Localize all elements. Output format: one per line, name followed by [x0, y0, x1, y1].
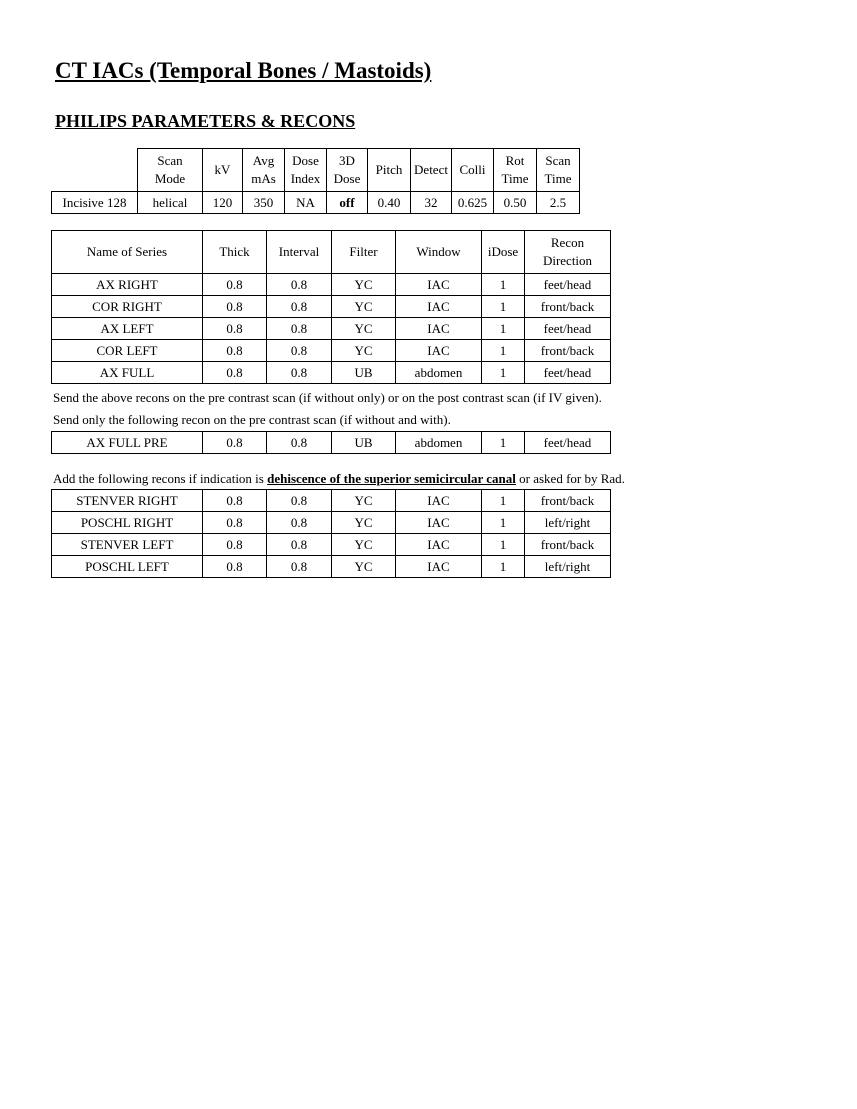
note-send-above: Send the above recons on the pre contrast scan (if without only) or on the post contrast scan (if IV given).: [53, 390, 602, 405]
table-cell: 0.8: [267, 274, 332, 296]
table-cell: 0.8: [267, 432, 332, 454]
table-cell: POSCHL RIGHT: [52, 512, 203, 534]
table-cell: IAC: [396, 490, 482, 512]
table-cell: 0.8: [203, 274, 267, 296]
table-cell: 0.8: [267, 512, 332, 534]
table-cell: 0.8: [203, 296, 267, 318]
table-cell: left/right: [525, 556, 611, 578]
page-title: CT IACs (Temporal Bones / Mastoids): [55, 58, 432, 83]
table-row: [52, 556, 611, 578]
3d-dose-value: off: [327, 192, 368, 214]
table-cell: 0.8: [267, 340, 332, 362]
table-cell: UB: [332, 432, 396, 454]
header-cell: Colli: [452, 149, 494, 192]
table-cell: front/back: [525, 340, 611, 362]
table-cell: UB: [332, 362, 396, 384]
table-cell: feet/head: [525, 274, 611, 296]
table-cell: YC: [332, 318, 396, 340]
table-cell: 0.8: [267, 296, 332, 318]
table-cell: IAC: [396, 274, 482, 296]
scan-parameters-table: [51, 148, 580, 214]
table-cell: front/back: [525, 534, 611, 556]
table-cell: left/right: [525, 512, 611, 534]
table-cell: IAC: [396, 296, 482, 318]
table-cell: YC: [332, 534, 396, 556]
note-add-prefix: Add the following recons if indication is: [53, 471, 268, 486]
additional-recons-table: [51, 489, 611, 578]
table-cell: 1: [482, 274, 525, 296]
table-cell: 1: [482, 556, 525, 578]
header-cell: Pitch: [368, 149, 411, 192]
table-cell: 1: [482, 534, 525, 556]
table-cell: abdomen: [396, 362, 482, 384]
section-title: PHILIPS PARAMETERS & RECONS: [55, 111, 356, 131]
kv-value: 120: [203, 192, 243, 214]
table-cell: IAC: [396, 534, 482, 556]
rot-time-value: 0.50: [494, 192, 537, 214]
header-cell: kV: [203, 149, 243, 192]
table-cell: YC: [332, 296, 396, 318]
header-cell: Window: [396, 231, 482, 274]
table-cell: front/back: [525, 296, 611, 318]
table-cell: 0.8: [203, 556, 267, 578]
table-cell: STENVER RIGHT: [52, 490, 203, 512]
table-cell: COR LEFT: [52, 340, 203, 362]
table-cell: front/back: [525, 490, 611, 512]
note-add-recons: [53, 471, 625, 487]
table-cell: 0.8: [203, 340, 267, 362]
header-cell: Recon Direction: [525, 231, 611, 274]
table-cell: 1: [482, 490, 525, 512]
table-cell: 0.8: [267, 318, 332, 340]
table-cell: 0.8: [267, 556, 332, 578]
table-cell: 0.8: [203, 432, 267, 454]
table-cell: 0.8: [203, 512, 267, 534]
table-cell: YC: [332, 556, 396, 578]
table-cell: IAC: [396, 512, 482, 534]
table-cell: AX LEFT: [52, 318, 203, 340]
avg-mas-value: 350: [243, 192, 285, 214]
table-cell: 0.8: [203, 534, 267, 556]
header-cell: Detect: [411, 149, 452, 192]
recons-header-row: [52, 231, 611, 274]
header-cell: Rot Time: [494, 149, 537, 192]
header-cell: Scan Mode: [138, 149, 203, 192]
table-cell: STENVER LEFT: [52, 534, 203, 556]
table-cell: feet/head: [525, 362, 611, 384]
table-cell: POSCHL LEFT: [52, 556, 203, 578]
table-cell: YC: [332, 512, 396, 534]
header-cell: Avg mAs: [243, 149, 285, 192]
table-cell: IAC: [396, 340, 482, 362]
table-cell: 1: [482, 318, 525, 340]
table-cell: abdomen: [396, 432, 482, 454]
table-row: [52, 296, 611, 318]
table-cell: AX FULL: [52, 362, 203, 384]
table-cell: feet/head: [525, 318, 611, 340]
table-row: [52, 362, 611, 384]
note-send-only: Send only the following recon on the pre contrast scan (if without and with).: [53, 412, 451, 427]
scan-time-value: 2.5: [537, 192, 580, 214]
table-cell: IAC: [396, 556, 482, 578]
table-cell: 0.8: [203, 490, 267, 512]
table-row: [52, 490, 611, 512]
scan-parameters-value-row: [52, 192, 580, 214]
blank-corner-cell: [52, 149, 138, 192]
table-cell: COR RIGHT: [52, 296, 203, 318]
table-row: [52, 340, 611, 362]
header-cell: Name of Series: [52, 231, 203, 274]
table-cell: YC: [332, 340, 396, 362]
header-cell: Dose Index: [285, 149, 327, 192]
table-cell: 0.8: [267, 490, 332, 512]
table-cell: 0.8: [267, 362, 332, 384]
detect-value: 32: [411, 192, 452, 214]
table-row: [52, 534, 611, 556]
header-cell: iDose: [482, 231, 525, 274]
table-cell: 1: [482, 340, 525, 362]
table-cell: feet/head: [525, 432, 611, 454]
scan-parameters-header-row: [52, 149, 580, 192]
table-cell: 0.8: [203, 362, 267, 384]
header-cell: 3D Dose: [327, 149, 368, 192]
table-row: [52, 432, 611, 454]
note-add-emphasis: dehiscence of the superior semicircular canal: [267, 471, 516, 486]
table-cell: AX FULL PRE: [52, 432, 203, 454]
table-cell: 1: [482, 296, 525, 318]
table-cell: YC: [332, 490, 396, 512]
header-cell: Thick: [203, 231, 267, 274]
table-row: [52, 274, 611, 296]
table-cell: 0.8: [203, 318, 267, 340]
table-cell: 0.8: [267, 534, 332, 556]
scanner-name: Incisive 128: [52, 192, 138, 214]
colli-value: 0.625: [452, 192, 494, 214]
table-cell: 1: [482, 432, 525, 454]
dose-index-value: NA: [285, 192, 327, 214]
note-add-suffix: or asked for by Rad.: [515, 471, 625, 486]
header-cell: Scan Time: [537, 149, 580, 192]
table-cell: IAC: [396, 318, 482, 340]
pre-contrast-recon-table: [51, 431, 611, 454]
pitch-value: 0.40: [368, 192, 411, 214]
table-cell: 1: [482, 362, 525, 384]
table-row: [52, 512, 611, 534]
header-cell: Interval: [267, 231, 332, 274]
recons-table: [51, 230, 611, 384]
table-cell: AX RIGHT: [52, 274, 203, 296]
header-cell: Filter: [332, 231, 396, 274]
scan-mode-value: helical: [138, 192, 203, 214]
table-row: [52, 318, 611, 340]
table-cell: 1: [482, 512, 525, 534]
table-cell: YC: [332, 274, 396, 296]
